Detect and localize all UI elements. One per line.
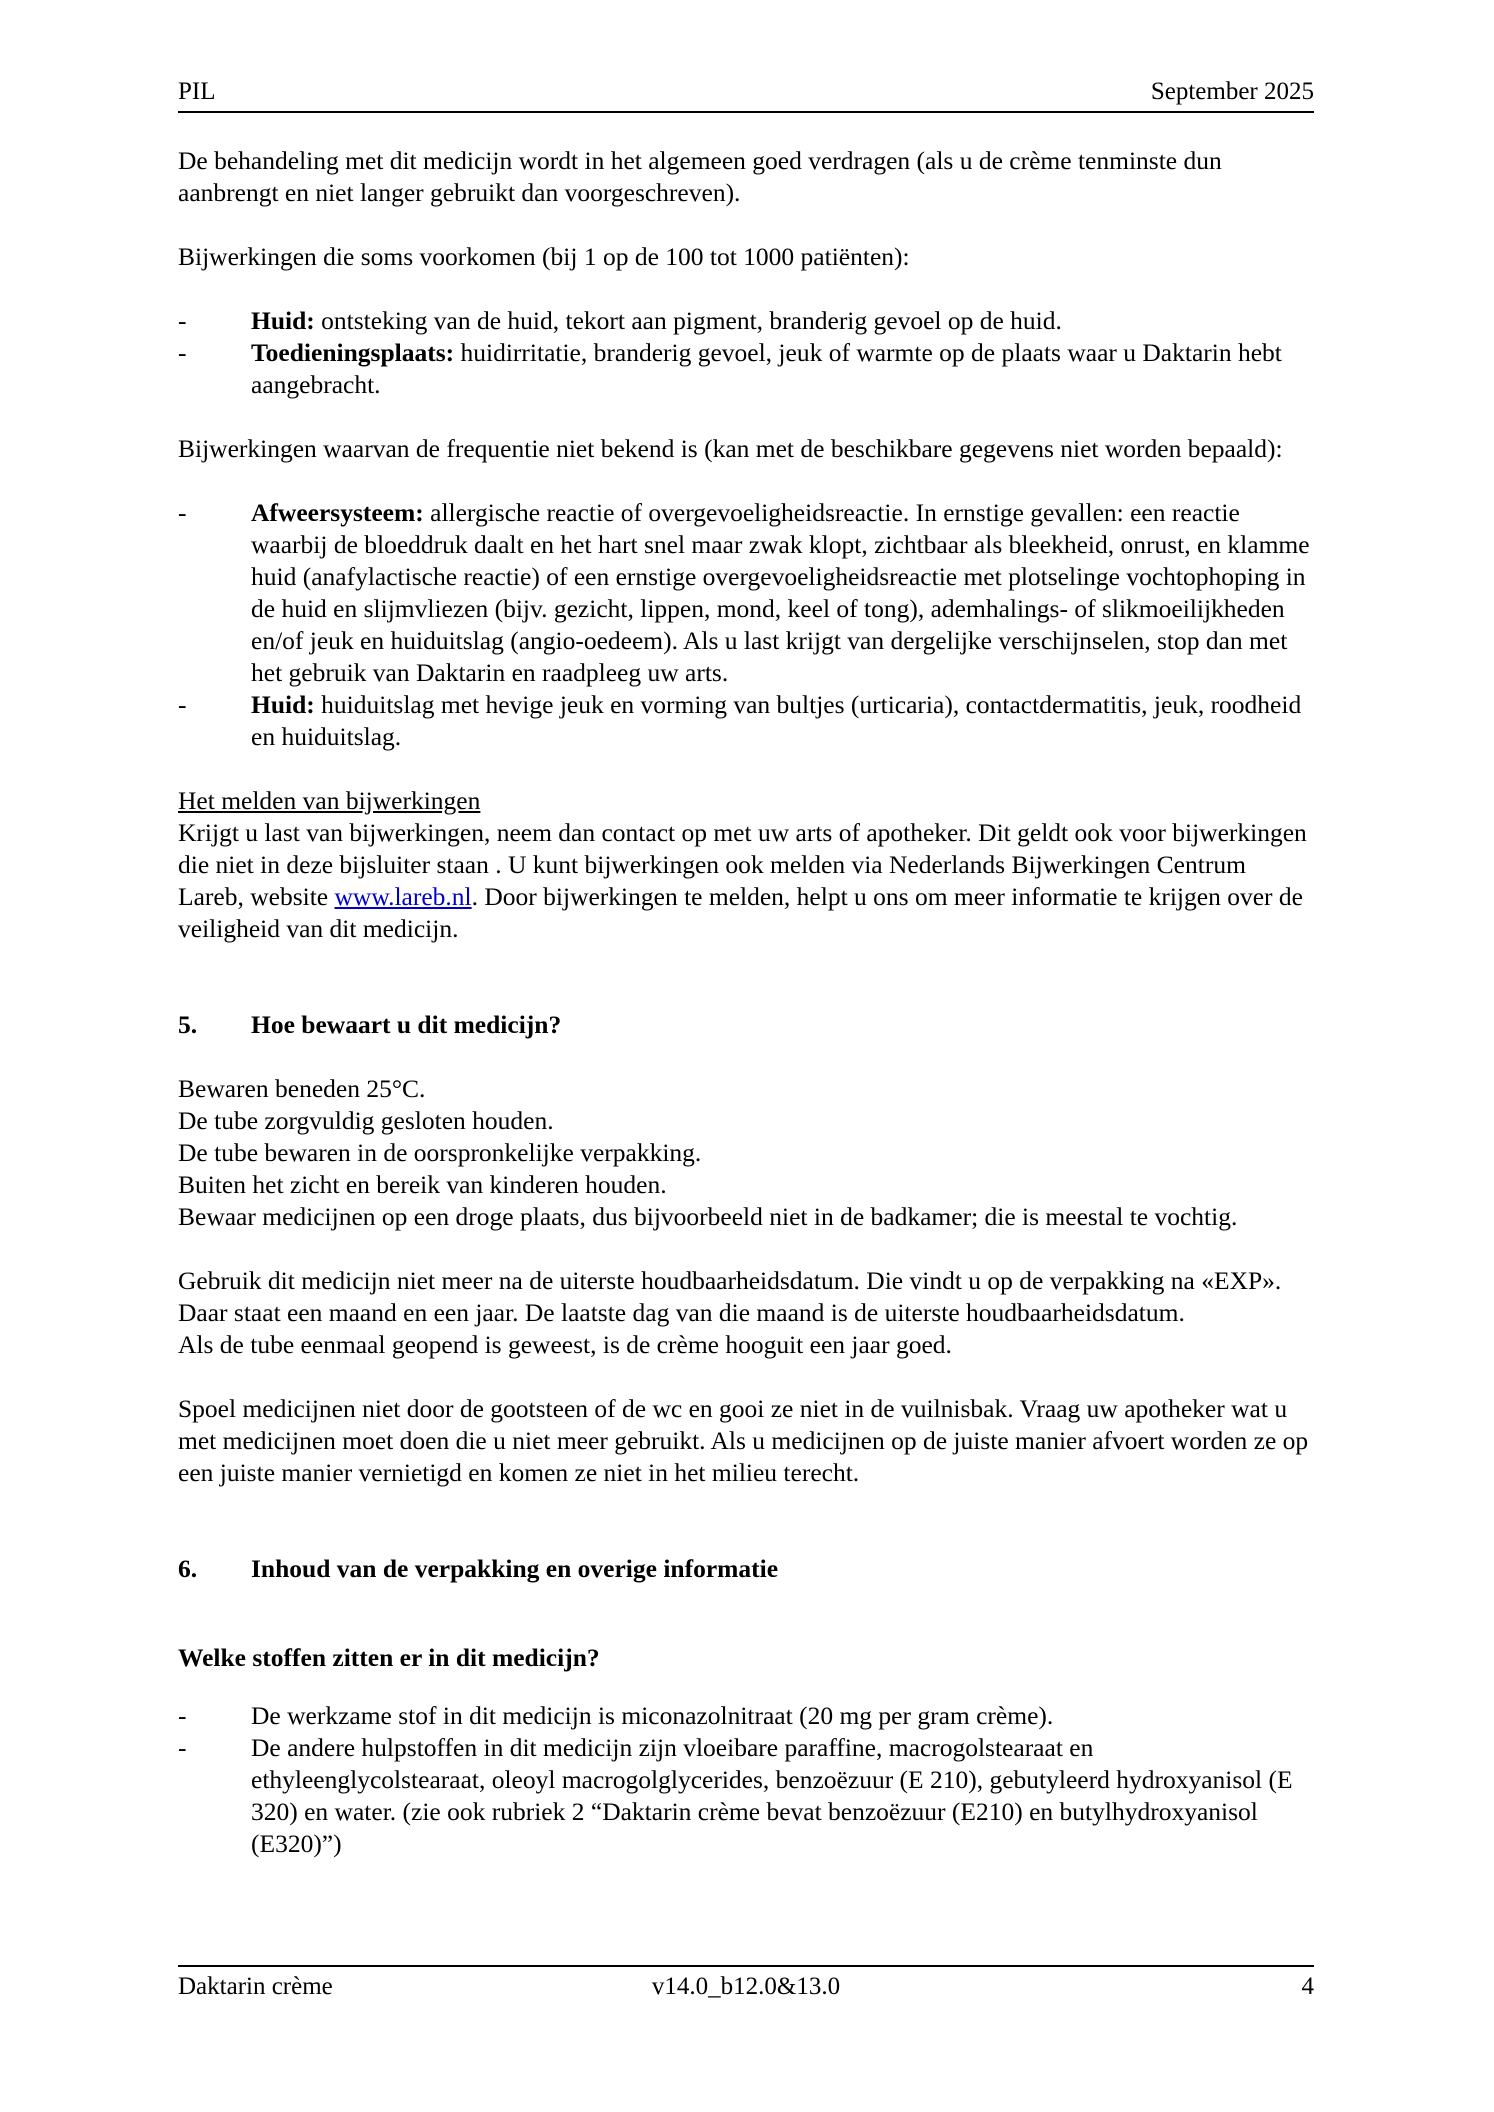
footer-product-name: Daktarin crème bbox=[178, 1973, 333, 2000]
page-header bbox=[178, 78, 1314, 113]
list-item-body: allergische reactie of overgevoeligheidsreactie. In ernstige gevallen: een reactie waarbij de bloeddruk daalt en het hart snel maar zwak klopt, zichtbaar als bleekheid, onrust, en klamme huid (anafylactische reactie) of een ernstige overgevoeligheidsreactie met plotselinge vochtophoping in de huid en slijmvliezen (bijv. gezicht, lippen, mond, keel of tong), ademhalings- of slikmoeilijkheden en/of jeuk en huiduitslag (angio-oedeem). Als u last krijgt van dergelijke verschijnselen, stop dan met het gebruik van Daktarin en raadpleeg uw arts. bbox=[251, 497, 1310, 687]
storage-line: Bewaren beneden 25°C. bbox=[178, 1073, 426, 1103]
page-content bbox=[178, 78, 1314, 1860]
opened-tube-line: Als de tube eenmaal geopend is geweest, is de crème hooguit een jaar goed. bbox=[178, 1329, 952, 1359]
bullet-marker: - bbox=[178, 305, 187, 335]
list-item-label: Toedieningsplaats: bbox=[251, 337, 455, 367]
list-item bbox=[178, 1732, 1314, 1860]
list-item-body: huiduitslag met hevige jeuk en vorming van bultjes (urticaria), contactdermatitis, jeuk, roodheid en huiduitslag. bbox=[251, 689, 1302, 751]
unknown-frequency-intro: Bijwerkingen waarvan de frequentie niet bekend is (kan met de beschikbare gegevens niet worden bepaald): bbox=[178, 433, 1283, 463]
header-date-label: September 2025 bbox=[1150, 78, 1314, 105]
spacer bbox=[178, 113, 1314, 145]
storage-line: Buiten het zicht en bereik van kinderen houden. bbox=[178, 1169, 667, 1199]
list-item-text bbox=[251, 337, 1314, 401]
reporting-text-part1: Krijgt u last van bijwerkingen, neem dan contact op met uw arts of apotheker. Dit geldt ook voor bijwerkingen die niet in deze bijsluiter staan . U kunt bijwerkingen ook melden via Nederlands Bijwerkingen Centrum Lareb, website bbox=[178, 817, 1307, 911]
spacer bbox=[178, 401, 1314, 433]
list-item-label: Afweersysteem: bbox=[251, 497, 424, 527]
list-item-label: Huid: bbox=[251, 689, 315, 719]
list-item-body: huidirritatie, branderig gevoel, jeuk of warmte op de plaats waar u Daktarin hebt aangebracht. bbox=[251, 337, 1282, 399]
list-item-body: ontsteking van de huid, tekort aan pigment, branderig gevoel op de huid. bbox=[314, 305, 1062, 335]
list-item bbox=[178, 337, 1314, 401]
list-item-text: De werkzame stof in dit medicijn is miconazolnitraat (20 mg per gram crème). bbox=[251, 1700, 1054, 1730]
spacer bbox=[178, 1585, 1314, 1617]
storage-line: Bewaar medicijnen op een droge plaats, dus bijvoorbeeld niet in de badkamer; die is meestal te vochtig. bbox=[178, 1201, 1238, 1231]
section-number: 6. bbox=[178, 1553, 198, 1583]
common-side-effects-intro: Bijwerkingen die soms voorkomen (bij 1 op de 100 tot 1000 patiënten): bbox=[178, 241, 910, 271]
list-item-text bbox=[251, 497, 1314, 689]
bullet-marker: - bbox=[178, 1700, 187, 1730]
section-heading-6 bbox=[178, 1553, 1314, 1585]
header-left-label: PIL bbox=[178, 78, 216, 105]
spacer bbox=[178, 465, 1314, 497]
bullet-marker: - bbox=[178, 689, 187, 719]
spacer bbox=[178, 1233, 1314, 1265]
section-number: 5. bbox=[178, 1009, 198, 1039]
section-title: Hoe bewaart u dit medicijn? bbox=[251, 1009, 562, 1039]
section-title: Inhoud van de verpakking en overige informatie bbox=[251, 1553, 779, 1583]
storage-line: De tube zorgvuldig gesloten houden. bbox=[178, 1105, 554, 1135]
list-item bbox=[178, 689, 1314, 753]
spacer bbox=[178, 209, 1314, 241]
expiry-paragraph: Gebruik dit medicijn niet meer na de uiterste houdbaarheidsdatum. Die vindt u op de verpakking na «EXP». Daar staat een maand en een jaar. De laatste dag van die maand is de uiterste houdbaarheidsdatum. bbox=[178, 1265, 1282, 1327]
lareb-link[interactable]: www.lareb.nl bbox=[334, 881, 472, 911]
bullet-marker: - bbox=[178, 1732, 187, 1762]
spacer bbox=[178, 753, 1314, 785]
list-item bbox=[178, 1700, 1314, 1732]
spacer bbox=[178, 1361, 1314, 1393]
list-item-label: Huid: bbox=[251, 305, 315, 335]
bullet-marker: - bbox=[178, 497, 187, 527]
footer-version: v14.0_b12.0&13.0 bbox=[651, 1973, 841, 2000]
list-item-text bbox=[251, 689, 1314, 753]
reporting-heading: Het melden van bijwerkingen bbox=[178, 785, 481, 815]
ingredients-sub-heading: Welke stoffen zitten er in dit medicijn? bbox=[178, 1643, 600, 1672]
disposal-paragraph: Spoel medicijnen niet door de gootsteen of de wc en gooi ze niet in de vuilnisbak. Vraag uw apotheker wat u met medicijnen moet doen die u niet meer gebruikt. Als u medicijnen op de juiste manier afvoert worden ze op een juiste manier vernietigd en komen ze niet in het milieu terecht. bbox=[178, 1393, 1309, 1487]
spacer bbox=[178, 1041, 1314, 1073]
spacer bbox=[178, 273, 1314, 305]
list-item-text bbox=[251, 305, 1314, 337]
section-heading-5 bbox=[178, 1009, 1314, 1041]
list-item bbox=[178, 305, 1314, 337]
page-footer bbox=[178, 1965, 1314, 2002]
spacer bbox=[178, 945, 1314, 1009]
storage-line: De tube bewaren in de oorspronkelijke verpakking. bbox=[178, 1137, 702, 1167]
intro-paragraph: De behandeling met dit medicijn wordt in het algemeen goed verdragen (als u de crème tenminste dun aanbrengt en niet langer gebruikt dan voorgeschreven). bbox=[178, 145, 1222, 207]
reporting-paragraph bbox=[178, 817, 1314, 945]
footer-page-number: 4 bbox=[1301, 1973, 1314, 2000]
list-item-text: De andere hulpstoffen in dit medicijn zijn vloeibare paraffine, macrogolstearaat en ethyleenglycolstearaat, oleoyl macrogolglycerides, benzoëzuur (E 210), gebutyleerd hydroxyanisol (E 320) en water. (zie ook rubriek 2 “Daktarin crème bevat benzoëzuur (E210) en butylhydroxyanisol (E320)”) bbox=[251, 1732, 1293, 1858]
bullet-marker: - bbox=[178, 337, 187, 367]
list-item bbox=[178, 497, 1314, 689]
reporting-text-part2: . Door bijwerkingen te melden, helpt u ons om meer informatie te krijgen over de veiligheid van dit medicijn. bbox=[178, 881, 1303, 943]
spacer bbox=[178, 1489, 1314, 1553]
